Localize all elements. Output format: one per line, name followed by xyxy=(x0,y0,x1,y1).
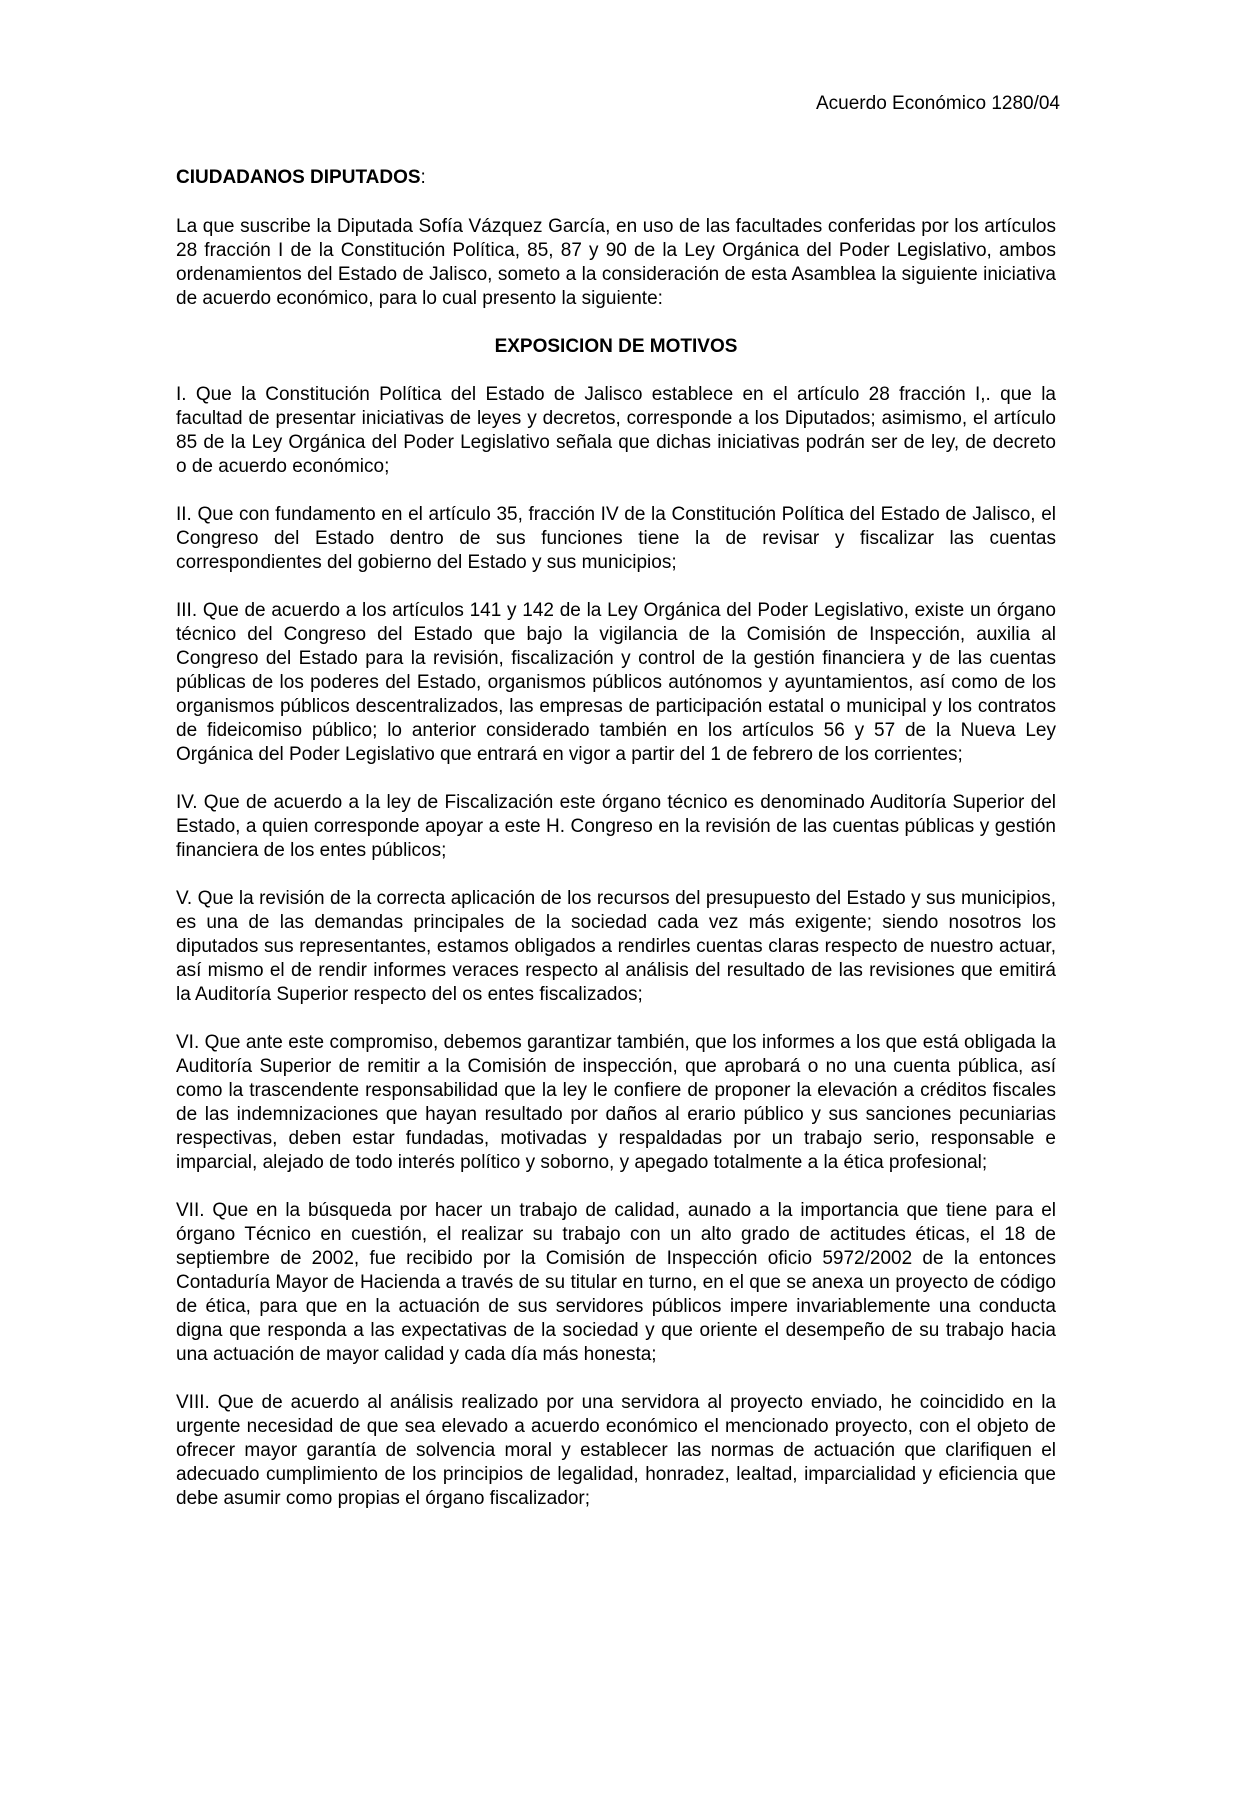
section-title: EXPOSICION DE MOTIVOS xyxy=(494,336,738,357)
intro-paragraph: La que suscribe la Diputada Sofía Vázquez García, en uso de las facultades conferidas por los artículos 28 fracción I de la Constitución Política, 85, 87 y 90 de la Ley Orgánica del Poder Legislativo, ambos ordenamientos del Estado de Jalisco, someto a la consideración de esta Asamblea la siguiente iniciativa de acuerdo económico, para lo cual presento la siguiente: xyxy=(176,216,1056,309)
paragraph-viii: VIII. Que de acuerdo al análisis realizado por una servidora al proyecto enviado, he coincidido en la urgente necesidad de que sea elevado a acuerdo económico el mencionado proyecto, con el objeto de ofrecer mayor garantía de solvencia moral y establecer las normas de actuación que clarifiquen el adecuado cumplimiento de los principios de legalidad, honradez, lealtad, imparcialidad y eficiencia que debe asumir como propias el órgano fiscalizador; xyxy=(176,1392,1056,1509)
document-reference: Acuerdo Económico 1280/04 xyxy=(816,93,1060,114)
paragraph-iii: III. Que de acuerdo a los artículos 141 y 142 de la Ley Orgánica del Poder Legislativo, existe un órgano técnico del Congreso del Estado que bajo la vigilancia de la Comisión de Inspección, auxilia al Congreso del Estado para la revisión, fiscalización y control de la gestión financiera y de las cuentas públicas de los poderes del Estado, organismos públicos autónomos y ayuntamientos, así como de los organismos públicos descentralizados, las empresas de participación estatal o municipal y los contratos de fideicomiso público; lo anterior considerado también en los artículos 56 y 57 de la Nueva Ley Orgánica del Poder Legislativo que entrará en vigor a partir del 1 de febrero de los corrientes; xyxy=(176,600,1056,765)
paragraph-vii: VII. Que en la búsqueda por hacer un trabajo de calidad, aunado a la importancia que tiene para el órgano Técnico en cuestión, el realizar su trabajo con un alto grado de actitudes éticas, el 18 de septiembre de 2002, fue recibido por la Comisión de Inspección oficio 5972/2002 de la entonces Contaduría Mayor de Hacienda a través de su titular en turno, en el que se anexa un proyecto de código de ética, para que en la actuación de sus servidores públicos impere invariablemente una conducta digna que responda a las expectativas de la sociedad y que oriente el desempeño de su trabajo hacia una actuación de mayor calidad y cada día más honesta; xyxy=(176,1200,1056,1365)
paragraph-vi: VI. Que ante este compromiso, debemos garantizar también, que los informes a los que está obligada la Auditoría Superior de remitir a la Comisión de inspección, que aprobará o no una cuenta pública, así como la trascendente responsabilidad que la ley le confiere de proponer la elevación a créditos fiscales de las indemnizaciones que hayan resultado por daños al erario público y sus sanciones pecuniarias respectivas, deben estar fundadas, motivadas y respaldadas por un trabajo serio, responsable e imparcial, alejado de todo interés político y soborno, y apegado totalmente a la ética profesional; xyxy=(176,1032,1056,1173)
salutation-colon: : xyxy=(420,167,426,188)
salutation xyxy=(176,166,426,190)
salutation-text: CIUDADANOS DIPUTADOS xyxy=(176,167,421,188)
paragraph-v: V. Que la revisión de la correcta aplicación de los recursos del presupuesto del Estado y sus municipios, es una de las demandas principales de la sociedad cada vez más exigente; siendo nosotros los diputados sus representantes, estamos obligados a rendirles cuentas claras respecto de nuestro actuar, así mismo el de rendir informes veraces respecto al análisis del resultado de las revisiones que emitirá la Auditoría Superior respecto del os entes fiscalizados; xyxy=(176,888,1056,1005)
paragraph-ii: II. Que con fundamento en el artículo 35, fracción IV de la Constitución Política del Estado de Jalisco, el Congreso del Estado dentro de sus funciones tiene la de revisar y fiscalizar las cuentas correspondientes del gobierno del Estado y sus municipios; xyxy=(176,504,1056,573)
paragraph-iv: IV. Que de acuerdo a la ley de Fiscalización este órgano técnico es denominado Auditoría Superior del Estado, a quien corresponde apoyar a este H. Congreso en la revisión de las cuentas públicas y gestión financiera de los entes públicos; xyxy=(176,792,1056,861)
paragraph-i: I. Que la Constitución Política del Estado de Jalisco establece en el artículo 28 fracción I,. que la facultad de presentar iniciativas de leyes y decretos, corresponde a los Diputados; asimismo, el artículo 85 de la Ley Orgánica del Poder Legislativo señala que dichas iniciativas podrán ser de ley, de decreto o de acuerdo económico; xyxy=(176,384,1056,477)
document-body xyxy=(176,215,1056,1535)
